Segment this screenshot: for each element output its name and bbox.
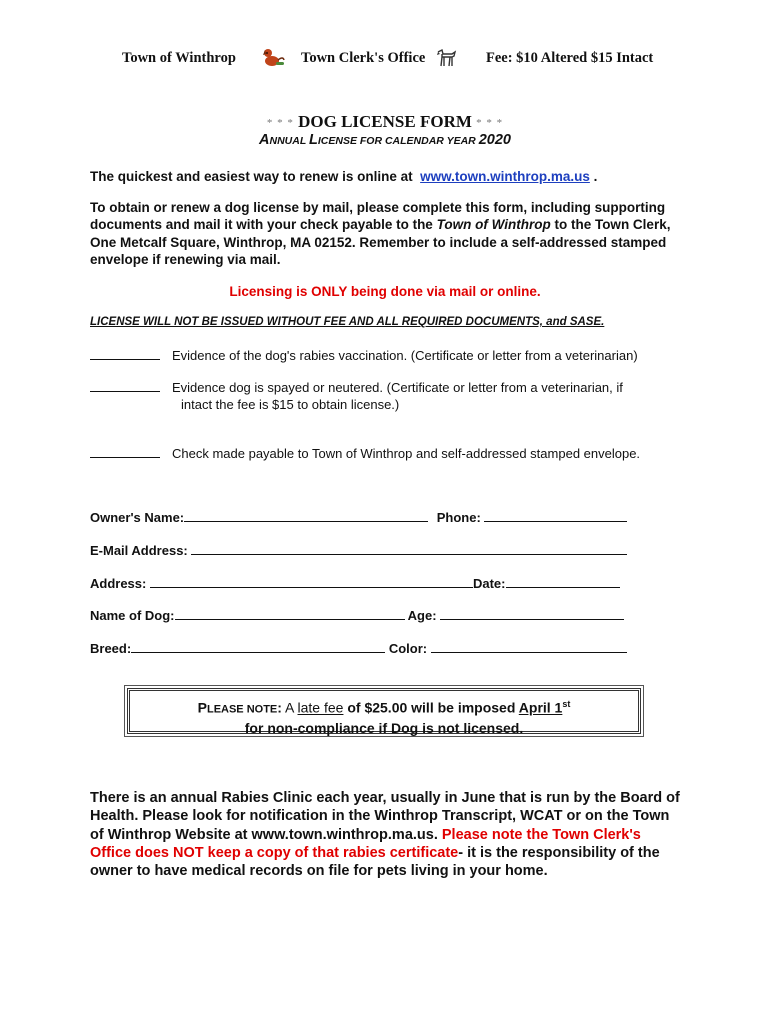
checklist-text: Evidence of the dog's rabies vaccination. (Certificate or letter from a veterinarian) <box>172 348 638 363</box>
checklist-item-check <box>90 445 640 462</box>
online-renewal-text <box>90 169 597 184</box>
address-date-row <box>90 575 620 593</box>
breed-field[interactable] <box>131 640 385 653</box>
checklist-item-rabies <box>90 347 638 364</box>
late-fee-line2: for non-compliance if Dog is not licensed. <box>244 719 524 736</box>
title-text: DOG LICENSE FORM <box>298 112 472 131</box>
subtitle-a-rest: NNUAL <box>269 135 309 147</box>
date-label: Date: <box>472 576 506 591</box>
address-field[interactable] <box>150 575 473 588</box>
color-label: Color: <box>388 641 428 656</box>
requirement-notice: LICENSE WILL NOT BE ISSUED WITHOUT FEE AND ALL REQUIRED DOCUMENTS, and SASE. <box>90 316 605 328</box>
only-mail-notice: Licensing is ONLY being done via mail or online. <box>229 284 541 299</box>
email-label: E-Mail Address: <box>90 543 188 558</box>
subtitle-a: A <box>259 132 270 148</box>
header <box>0 50 770 74</box>
mail-instructions <box>90 199 680 268</box>
email-row <box>90 542 627 560</box>
late-fee-notice <box>127 695 641 737</box>
rabies-clinic-part1: There is an annual Rabies Clinic each year, usually in June that is run by the Board of Health. Please look for notification in the Winthrop Transcript, WCAT or on the Town of Winthrop Website at www.town.winthrop.ma.us. <box>90 790 680 843</box>
dog-name-field[interactable] <box>175 607 405 620</box>
age-label: Age: <box>407 608 437 623</box>
mail-instructions-part2: to the Town Clerk, One Metcalf Square, Winthrop, MA 02152. Remember to include a self-addressed stamped envelope if renewing via mail. <box>90 217 671 267</box>
form-title <box>0 112 770 132</box>
mail-instructions-part1: To obtain or renew a dog license by mail, please complete this form, including supporting documents and mail it with your check payable to the <box>90 200 666 233</box>
note-sup: st <box>562 699 571 709</box>
mail-instructions-payee: Town of Winthrop <box>436 217 551 233</box>
note-mid: of $25.00 will be imposed <box>343 699 519 716</box>
phone-label: Phone: <box>436 510 481 525</box>
checklist-text: Check made payable to Town of Winthrop and self-addressed stamped envelope. <box>172 446 641 461</box>
rabies-clinic-part2: - it is the responsibility of the owner to have medical records on file for pets living in your home. <box>90 844 660 880</box>
rabies-clinic-warning: Please note the Town Clerk's Office does NOT keep a copy of that rabies certificate <box>90 826 641 861</box>
email-field[interactable] <box>191 542 627 555</box>
title-stars-left: * * * <box>266 117 294 130</box>
checklist-text: Evidence dog is spayed or neutered. (Certificate or letter from a veterinarian, if <box>172 380 623 395</box>
rabies-clinic-info <box>90 789 680 880</box>
note-late-fee: late fee <box>297 699 344 716</box>
checklist-blank[interactable] <box>90 380 160 392</box>
breed-color-row <box>90 640 627 658</box>
dog-name-label: Name of Dog: <box>90 608 175 623</box>
breed-label: Breed: <box>90 641 132 656</box>
sitting-dog-icon <box>262 46 286 73</box>
note-a: A <box>281 699 298 716</box>
late-fee-line1 <box>127 695 641 719</box>
owner-name-field[interactable] <box>184 509 428 522</box>
clerk-office: Town Clerk's Office <box>301 50 426 66</box>
checklist-blank[interactable] <box>90 446 160 458</box>
color-field[interactable] <box>431 640 627 653</box>
age-field[interactable] <box>440 607 624 620</box>
address-label: Address: <box>90 576 147 591</box>
subtitle-year: 2020 <box>478 132 511 148</box>
title-stars-right: * * * <box>476 117 504 130</box>
checklist-item-spay <box>90 379 623 413</box>
intro-text: The quickest and easiest way to renew is online at <box>90 169 413 184</box>
subtitle-l: L <box>309 132 318 148</box>
note-colon: : <box>277 699 282 716</box>
note-rest: LEASE NOTE <box>206 703 278 716</box>
owner-name-label: Owner's Name: <box>90 510 185 525</box>
owner-phone-row <box>90 509 627 527</box>
checklist-text-line2: intact the fee is $15 to obtain license.) <box>181 397 400 412</box>
subtitle-l-rest: ICENSE FOR CALENDAR YEAR <box>317 135 479 147</box>
intro-end: . <box>593 169 598 184</box>
fee-info: Fee: $10 Altered $15 Intact <box>486 50 654 66</box>
form-subtitle <box>0 132 770 148</box>
town-name: Town of Winthrop <box>122 50 236 66</box>
date-field[interactable] <box>506 575 620 588</box>
note-p: P <box>197 699 207 716</box>
note-date: April 1 <box>518 699 563 716</box>
dog-name-age-row <box>90 607 624 625</box>
town-website-link[interactable]: www.town.winthrop.ma.us <box>420 169 590 184</box>
phone-field[interactable] <box>484 509 627 522</box>
standing-dog-icon <box>434 46 458 73</box>
checklist-blank[interactable] <box>90 348 160 360</box>
